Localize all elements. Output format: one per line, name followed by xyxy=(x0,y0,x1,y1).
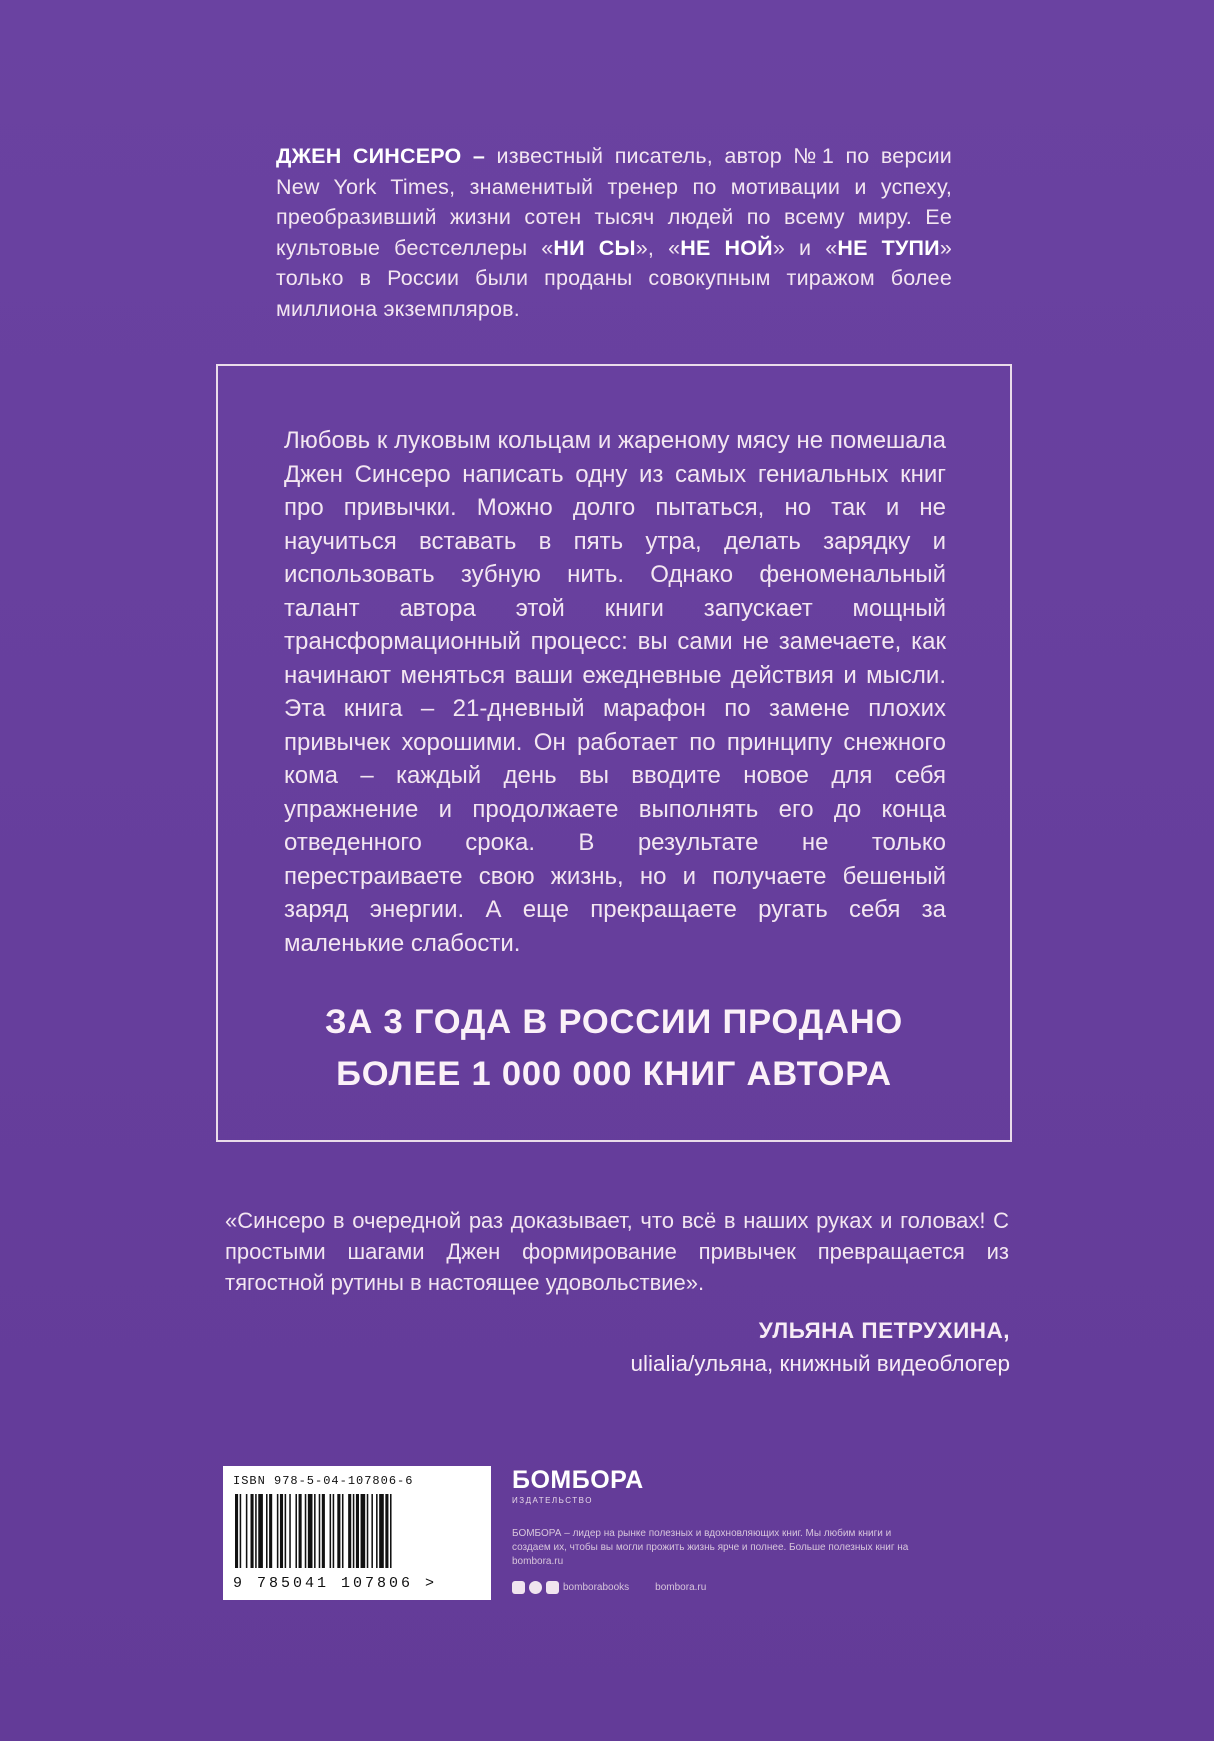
book-annotation: Любовь к луковым кольцам и жареному мясу не помешала Джен Синсеро написать одну из самых гениальных книг про привычки. Можно долго пытаться, но так и не научиться вставать в пять утра, делать зарядку и использовать зубную нить. Однако феноменальный талант автора этой книги запускает мощный трансформационный процесс: вы сами не замечаете, как начинают меняться ваши ежедневные действия и мысли. Эта книга – 21-дневный марафон по замене плохих привычек хорошими. Он работает по принципу снежного кома – каждый день вы вводите новое для себя упражнение и продолжаете выполнять его до конца отведенного срока. В результате не только перестраиваете свою жизнь, но и получаете бешеный заряд энергии. А еще прекращаете ругать себя за маленькие слабости. xyxy=(284,427,946,957)
publisher-subtitle: ИЗДАТЕЛЬСТВО xyxy=(512,1496,593,1505)
sales-claim xyxy=(228,996,1000,1100)
social-handle: bomborabooks xyxy=(563,1582,630,1593)
quote-attribution xyxy=(630,1314,1010,1380)
author-name: ДЖЕН СИНСЕРО – xyxy=(276,144,486,168)
publisher-description: БОМБОРА – лидер на рынке полезных и вдохновляющих книг. Мы любим книги и создаем их, чтобы вы могли прожить жизнь ярче и полнее. Больше полезных книг на bombora.ru xyxy=(512,1528,909,1567)
publisher-logo: БОМБОРА xyxy=(512,1466,644,1494)
review-quote: «Синсеро в очередной раз доказывает, что всё в наших руках и головах! С простыми шагами Джен формирование привычек превращается из тягостной рутины в настоящее удовольствие». xyxy=(225,1208,1009,1295)
publisher-links xyxy=(512,1581,912,1594)
barcode-image xyxy=(233,1494,481,1568)
publisher-site: bombora.ru xyxy=(655,1582,707,1593)
barcode-block xyxy=(223,1466,491,1600)
facebook-icon xyxy=(512,1581,525,1594)
quote-author: УЛЬЯНА ПЕТРУХИНА, xyxy=(758,1318,1010,1343)
book-title-3: НЕ ТУПИ xyxy=(837,235,940,260)
instagram-icon xyxy=(529,1581,542,1594)
ean-number: 9 785041 107806 > xyxy=(233,1575,438,1592)
author-bio: ДЖЕН СИНСЕРО – известный писатель, автор №1 по версии New York Times, знаменитый тренер по мотивации и успеху, преобразивший жизни сотен тысяч людей по всему миру. Ее культовые бестселлеры «НИ СЫ», «НЕ НОЙ» и «НЕ ТУПИ» только в России были проданы совокупным тиражом более миллиона экземпляров. xyxy=(276,144,953,321)
quote-author-role: ulialia/ульяна, книжный видеоблогер xyxy=(630,1351,1010,1376)
publisher-block xyxy=(512,1466,912,1594)
sales-claim-line-2: БОЛЕЕ 1 000 000 КНИГ АВТОРА xyxy=(336,1055,892,1093)
isbn-label: ISBN 978-5-04-107806-6 xyxy=(233,1474,414,1488)
book-title-1: НИ СЫ xyxy=(553,235,636,260)
vk-icon xyxy=(546,1581,559,1594)
sales-claim-line-1: ЗА 3 ГОДА В РОССИИ ПРОДАНО xyxy=(324,1003,904,1041)
book-title-2: НЕ НОЙ xyxy=(680,235,773,260)
